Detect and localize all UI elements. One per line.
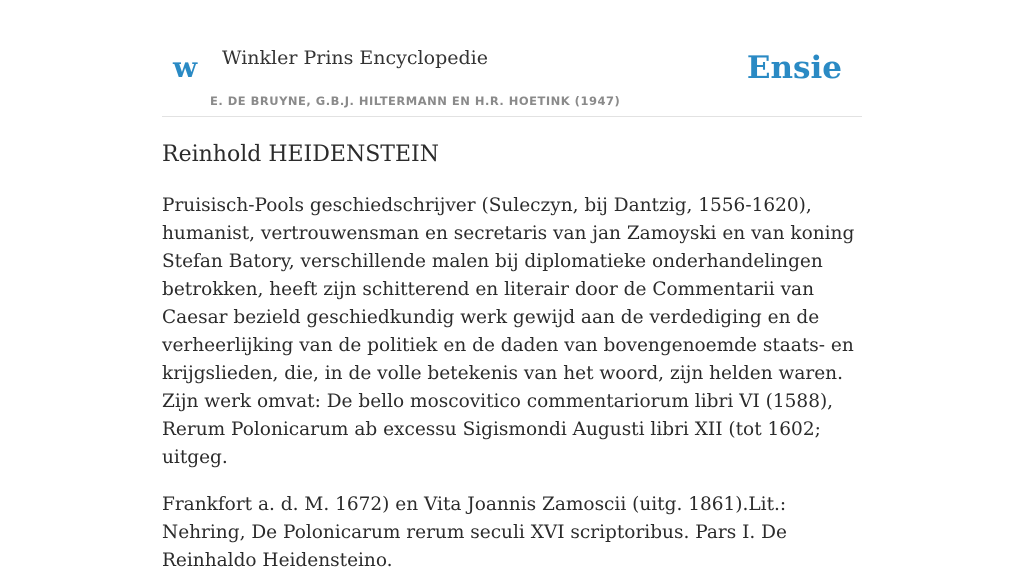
article-paragraph: Pruisisch-Pools geschiedschrijver (Suleczyn, bij Dantzig, 1556-1620), humanist, vertrouwensman en secretaris van jan Zamoyski en van koning Stefan Batory, verschillende malen bij diplomatieke onderhandelingen betrokken, heeft zijn schitterend en literair door de Commentarii van Caesar bezield geschiedkundig werk gewijd aan de verdediging en de verheerlijking van de politiek en de daden van bovengenoemde staats- en krijgslieden, die, in de volle betekenis van het woord, zijn helden waren. Zijn werk omvat: De bello moscovitico commentariorum libri VI (1588), Rerum Polonicarum ab excessu Sigismondi Augusti libri XII (tot 1602; uitgeg.	[162, 195, 855, 468]
source-authors: E. DE BRUYNE, G.B.J. HILTERMANN EN H.R. HOETINK (1947)	[210, 94, 621, 108]
winkler-prins-logo-icon[interactable]: w	[173, 51, 198, 84]
ensie-brand-logo[interactable]: Ensie	[746, 50, 842, 86]
article	[162, 138, 864, 575]
article-title: Reinhold HEIDENSTEIN	[162, 142, 439, 167]
source-title[interactable]: Winkler Prins Encyclopedie	[222, 47, 488, 69]
article-paragraph: Frankfort a. d. M. 1672) en Vita Joannis Zamoscii (uitg. 1861).Lit.: Nehring, De Polonicarum rerum seculi XVI scriptoribus. Pars I. De Reinhaldo Heidensteino.	[162, 494, 787, 571]
source-header	[162, 36, 862, 117]
